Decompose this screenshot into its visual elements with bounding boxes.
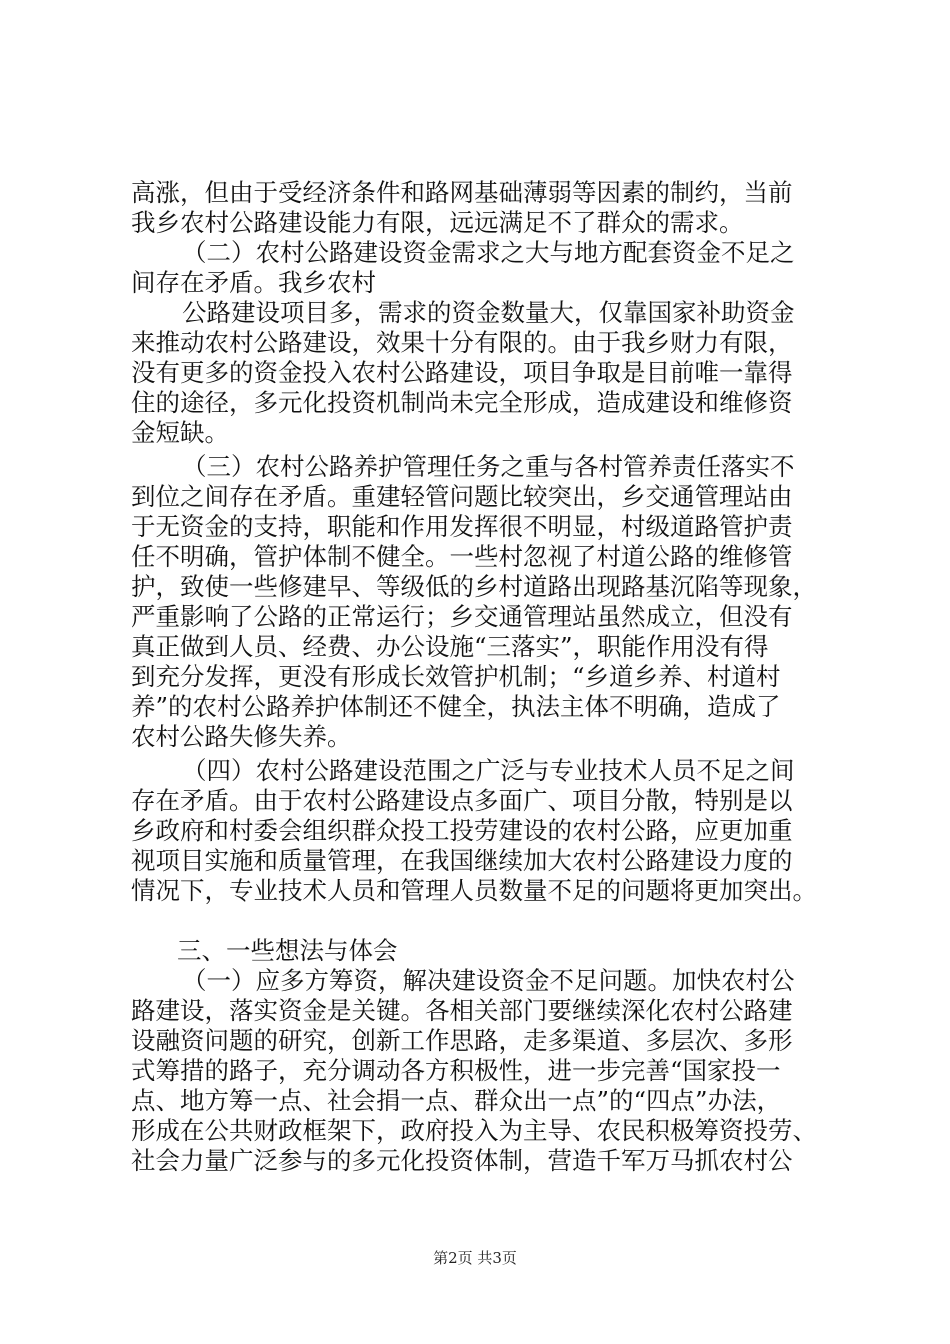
body-line: 没有更多的资金投入农村公路建设，项目争取是目前唯一靠得: [131, 358, 793, 387]
body-line: 护，致使一些修建早、等级低的乡村道路出现路基沉陷等现象，: [131, 572, 817, 601]
body-line: 住的途径，多元化投资机制尚未完全形成，造成建设和维修资: [131, 388, 793, 417]
section-heading-2: （二）农村公路建设资金需求之大与地方配套资金不足之: [182, 238, 795, 267]
body-line: 点、地方筹一点、社会捐一点、群众出一点”的“四点”办法，: [131, 1086, 782, 1115]
body-line: 公路建设项目多，需求的资金数量大，仅靠国家补助资金: [182, 298, 795, 327]
body-line: 路建设，落实资金是关键。各相关部门要继续深化农村公路建: [131, 996, 793, 1025]
section-heading-4: （四）农村公路建设范围之广泛与专业技术人员不足之间: [182, 756, 795, 785]
body-line: 情况下，专业技术人员和管理人员数量不足的问题将更加突出。: [131, 876, 817, 905]
body-line: 到位之间存在矛盾。重建轻管问题比较突出，乡交通管理站由: [131, 482, 793, 511]
body-line: 间存在矛盾。我乡农村: [131, 268, 376, 297]
body-line: 乡政府和村委会组织群众投工投劳建设的农村公路，应更加重: [131, 816, 793, 845]
body-line: 农村公路失修失养。: [131, 722, 352, 751]
body-line: 式筹措的路子，充分调动各方积极性，进一步完善“国家投一: [131, 1056, 781, 1085]
body-line: 来推动农村公路建设，效果十分有限的。由于我乡财力有限，: [131, 328, 793, 357]
body-line: 视项目实施和质量管理，在我国继续加大农村公路建设力度的: [131, 846, 793, 875]
body-line: 真正做到人员、经费、办公设施“三落实”，职能作用没有得: [131, 632, 769, 661]
body-line: 金短缺。: [131, 418, 229, 447]
section-heading-1: （一）应多方筹资，解决建设资金不足问题。加快农村公: [182, 966, 795, 995]
body-line: 形成在公共财政框架下，政府投入为主导、农民积极筹资投劳、: [131, 1116, 817, 1145]
body-line: 任不明确，管护体制不健全。一些村忽视了村道公路的维修管: [131, 542, 793, 571]
body-line: 设融资问题的研究，创新工作思路，走多渠道、多层次、多形: [131, 1026, 793, 1055]
chapter-heading: 三、一些想法与体会: [177, 936, 398, 965]
body-line: 社会力量广泛参与的多元化投资体制，营造千军万马抓农村公: [131, 1146, 793, 1175]
body-line: 到充分发挥，更没有形成长效管护机制；“乡道乡养、村道村: [131, 662, 781, 691]
body-line: 我乡农村公路建设能力有限，远远满足不了群众的需求。: [131, 208, 744, 237]
page-footer: 第2页 共3页: [433, 1249, 517, 1267]
body-line: 严重影响了公路的正常运行；乡交通管理站虽然成立，但没有: [131, 602, 793, 631]
body-line: 养”的农村公路养护体制还不健全，执法主体不明确，造成了: [131, 692, 781, 721]
section-heading-3: （三）农村公路养护管理任务之重与各村管养责任落实不: [182, 452, 795, 481]
body-line: 于无资金的支持，职能和作用发挥很不明显，村级道路管护责: [131, 512, 793, 541]
body-line: 高涨，但由于受经济条件和路网基础薄弱等因素的制约，当前: [131, 178, 793, 207]
body-line: 存在矛盾。由于农村公路建设点多面广、项目分散，特别是以: [131, 786, 793, 815]
